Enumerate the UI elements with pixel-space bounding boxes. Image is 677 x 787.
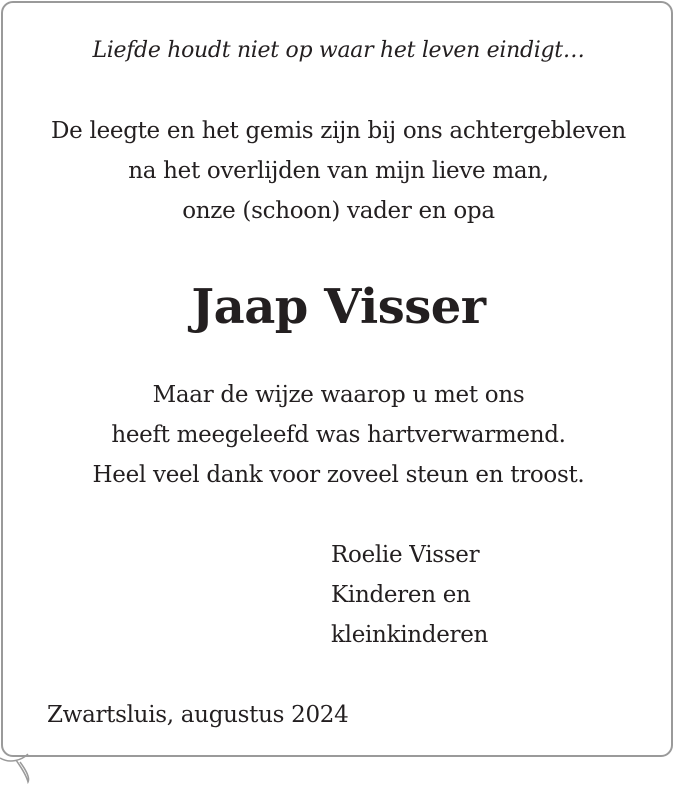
signature-line-2: Kinderen en (331, 582, 471, 608)
deceased-name: Jaap Visser (191, 279, 486, 335)
thanks-line-1: Maar de wijze waarop u met ons (152, 382, 525, 408)
intro-line-1: De leegte en het gemis zijn bij ons achtergebleven (51, 118, 626, 144)
corner-flourish-icon (0, 752, 40, 787)
intro-line-2: na het overlijden van mijn lieve man, (128, 158, 549, 184)
intro-line-3: onze (schoon) vader en opa (182, 198, 495, 224)
motto: Liefde houdt niet op waar het leven eindigt… (92, 38, 585, 63)
thanks-line-2: heeft meegeleefd was hartverwarmend. (111, 422, 566, 448)
thanks-line-3: Heel veel dank voor zoveel steun en troost. (92, 462, 585, 488)
signature-line-3: kleinkinderen (331, 622, 489, 648)
signature-line-1: Roelie Visser (331, 542, 480, 568)
place-date: Zwartsluis, augustus 2024 (47, 702, 349, 728)
